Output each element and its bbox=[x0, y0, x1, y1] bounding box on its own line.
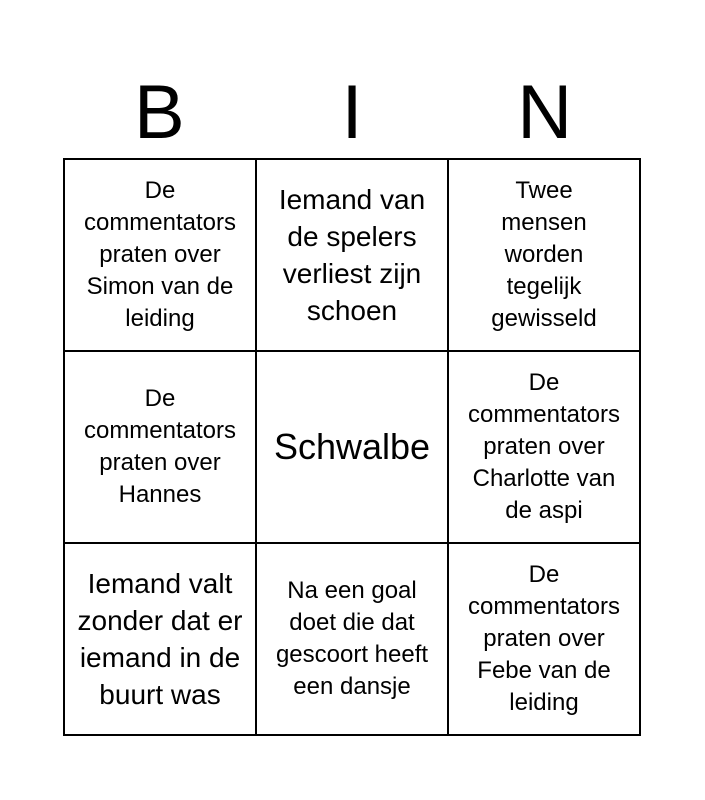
cell-text: De commentators praten over Febe van de leiding bbox=[467, 561, 621, 716]
bingo-cell-1[interactable] bbox=[65, 160, 257, 352]
cell-text: Iemand valt zonder dat er iemand in de buurt was bbox=[77, 568, 243, 710]
bingo-cell-6[interactable] bbox=[449, 352, 641, 544]
bingo-cell-8[interactable] bbox=[257, 544, 449, 736]
cell-text: Twee mensen worden tegelijk gewisseld bbox=[491, 177, 597, 332]
bingo-cell-3[interactable] bbox=[449, 160, 641, 352]
cell-text: Na een goal doet die dat gescoort heeft een dansje bbox=[275, 577, 429, 700]
cell-text: Schwalbe bbox=[273, 426, 431, 467]
bingo-cell-7[interactable] bbox=[65, 544, 257, 736]
cell-text: De commentators praten over Hannes bbox=[83, 385, 237, 508]
bingo-header bbox=[63, 68, 641, 158]
header-letter-n: N bbox=[517, 70, 573, 155]
header-letter-b: B bbox=[133, 70, 185, 155]
bingo-cell-9[interactable] bbox=[449, 544, 641, 736]
cell-text: De commentators praten over Simon van de leiding bbox=[83, 177, 237, 332]
bingo-cell-2[interactable] bbox=[257, 160, 449, 352]
bingo-cell-4[interactable] bbox=[65, 352, 257, 544]
bingo-grid bbox=[63, 158, 641, 736]
header-letter-i: I bbox=[341, 70, 363, 155]
cell-text: Iemand van de spelers verliest zijn schoen bbox=[278, 184, 426, 326]
bingo-cell-5[interactable] bbox=[257, 352, 449, 544]
cell-text: De commentators praten over Charlotte van de aspi bbox=[467, 369, 621, 524]
